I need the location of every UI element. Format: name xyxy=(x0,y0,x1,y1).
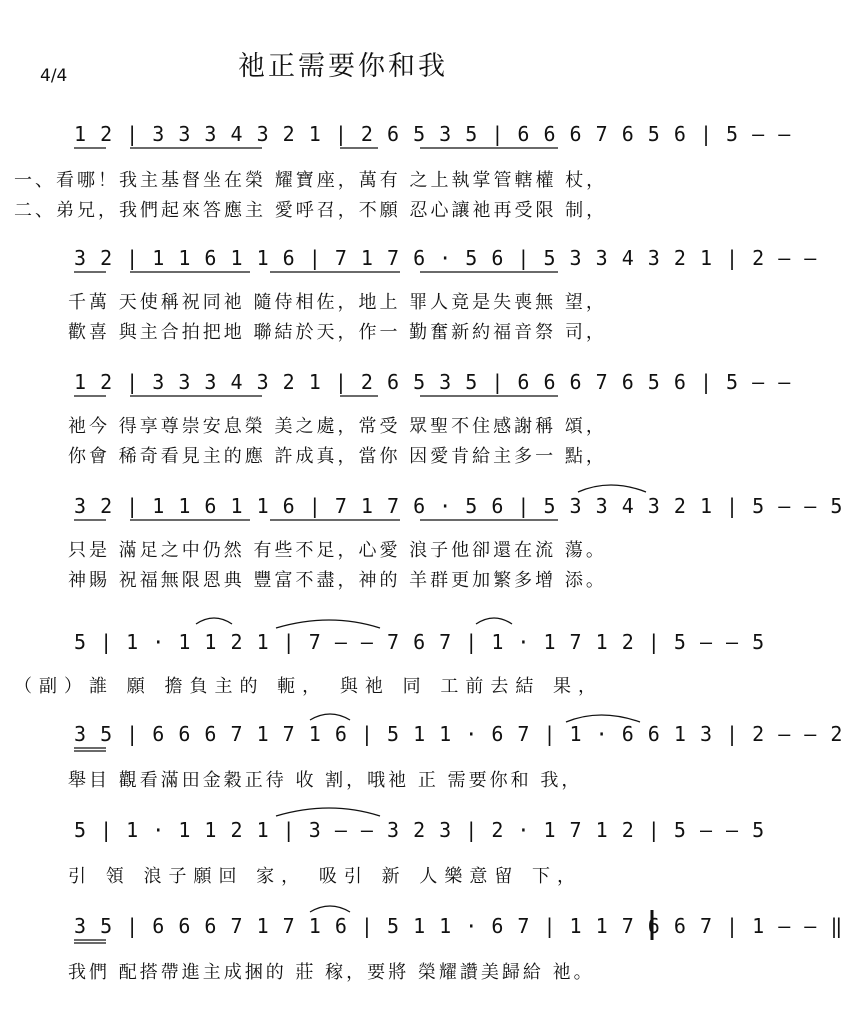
lyric-line: 二、弟兄，我們起來答應主 愛呼召，不願 忍心讓祂再受限 制， xyxy=(14,200,608,221)
notation-line: 3 2 | 1 1 6 1 1 6 | 7 1 7 6 · 5 6 | 5 3 3 4 3 2 1 | 5 — — 5 xyxy=(74,494,843,518)
song-title: 祂正需要你和我 xyxy=(238,51,448,82)
lyric-line: 引 領 浪子願回 家， 吸引 新 人樂意留 下， xyxy=(68,866,583,887)
lyric-line: （副）誰 願 擔負主的 軛， 與祂 同 工前去結 果， xyxy=(14,676,604,697)
lyric-line: 歡喜 與主合拍把地 聯結於天，作一 勤奮新約福音祭 司， xyxy=(68,322,607,343)
lyric-line: 舉目 觀看滿田金穀正待 收 割，哦祂 正 需要你和 我， xyxy=(68,770,583,791)
lyric-line: 我們 配搭帶進主成捆的 莊 稼，要將 榮耀讚美歸給 祂。 xyxy=(68,962,595,983)
lyric-line: 只是 滿足之中仍然 有些不足，心愛 浪子他卻還在流 蕩。 xyxy=(68,540,607,561)
notation-line: 5 | 1 · 1 1 2 1 | 7 — — 7 6 7 | 1 · 1 7 1 2 | 5 — — 5 xyxy=(74,630,766,654)
notation-line: 1 2 | 3 3 3 4 3 2 1 | 2 6 5 3 5 | 6 6 6 7 6 5 6 | 5 — — xyxy=(74,370,792,394)
time-signature: 4/4 xyxy=(40,66,68,86)
lyric-line: 你會 稀奇看見主的應 許成真，當你 因愛肯給主多一 點， xyxy=(68,446,607,467)
lyric-line: 千萬 天使稱祝同祂 隨侍相佐，地上 罪人竟是失喪無 望， xyxy=(68,292,607,313)
notation-line: 3 2 | 1 1 6 1 1 6 | 7 1 7 6 · 5 6 | 5 3 3 4 3 2 1 | 2 — — xyxy=(74,246,818,270)
notation-line: 3 5 | 6 6 6 7 1 7 1 6 | 5 1 1 · 6 7 | 1 1 7 6 6 7 | 1 — — ‖ xyxy=(74,914,843,938)
notation-line: 1 2 | 3 3 3 4 3 2 1 | 2 6 5 3 5 | 6 6 6 7 6 5 6 | 5 — — xyxy=(74,122,792,146)
notation-line: 3 5 | 6 6 6 7 1 7 1 6 | 5 1 1 · 6 7 | 1 · 6 6 1 3 | 2 — — 2 xyxy=(74,722,843,746)
lyric-line: 祂今 得享尊崇安息榮 美之處，常受 眾聖不住感謝稱 頌， xyxy=(68,416,607,437)
lyric-line: 神賜 祝福無限恩典 豐富不盡，神的 羊群更加繁多增 添。 xyxy=(68,570,607,591)
notation-line: 5 | 1 · 1 1 2 1 | 3 — — 3 2 3 | 2 · 1 7 1 2 | 5 — — 5 xyxy=(74,818,766,842)
lyric-line: 一、看哪！我主基督坐在榮 耀寶座，萬有 之上執掌管轄權 杖， xyxy=(14,170,608,191)
